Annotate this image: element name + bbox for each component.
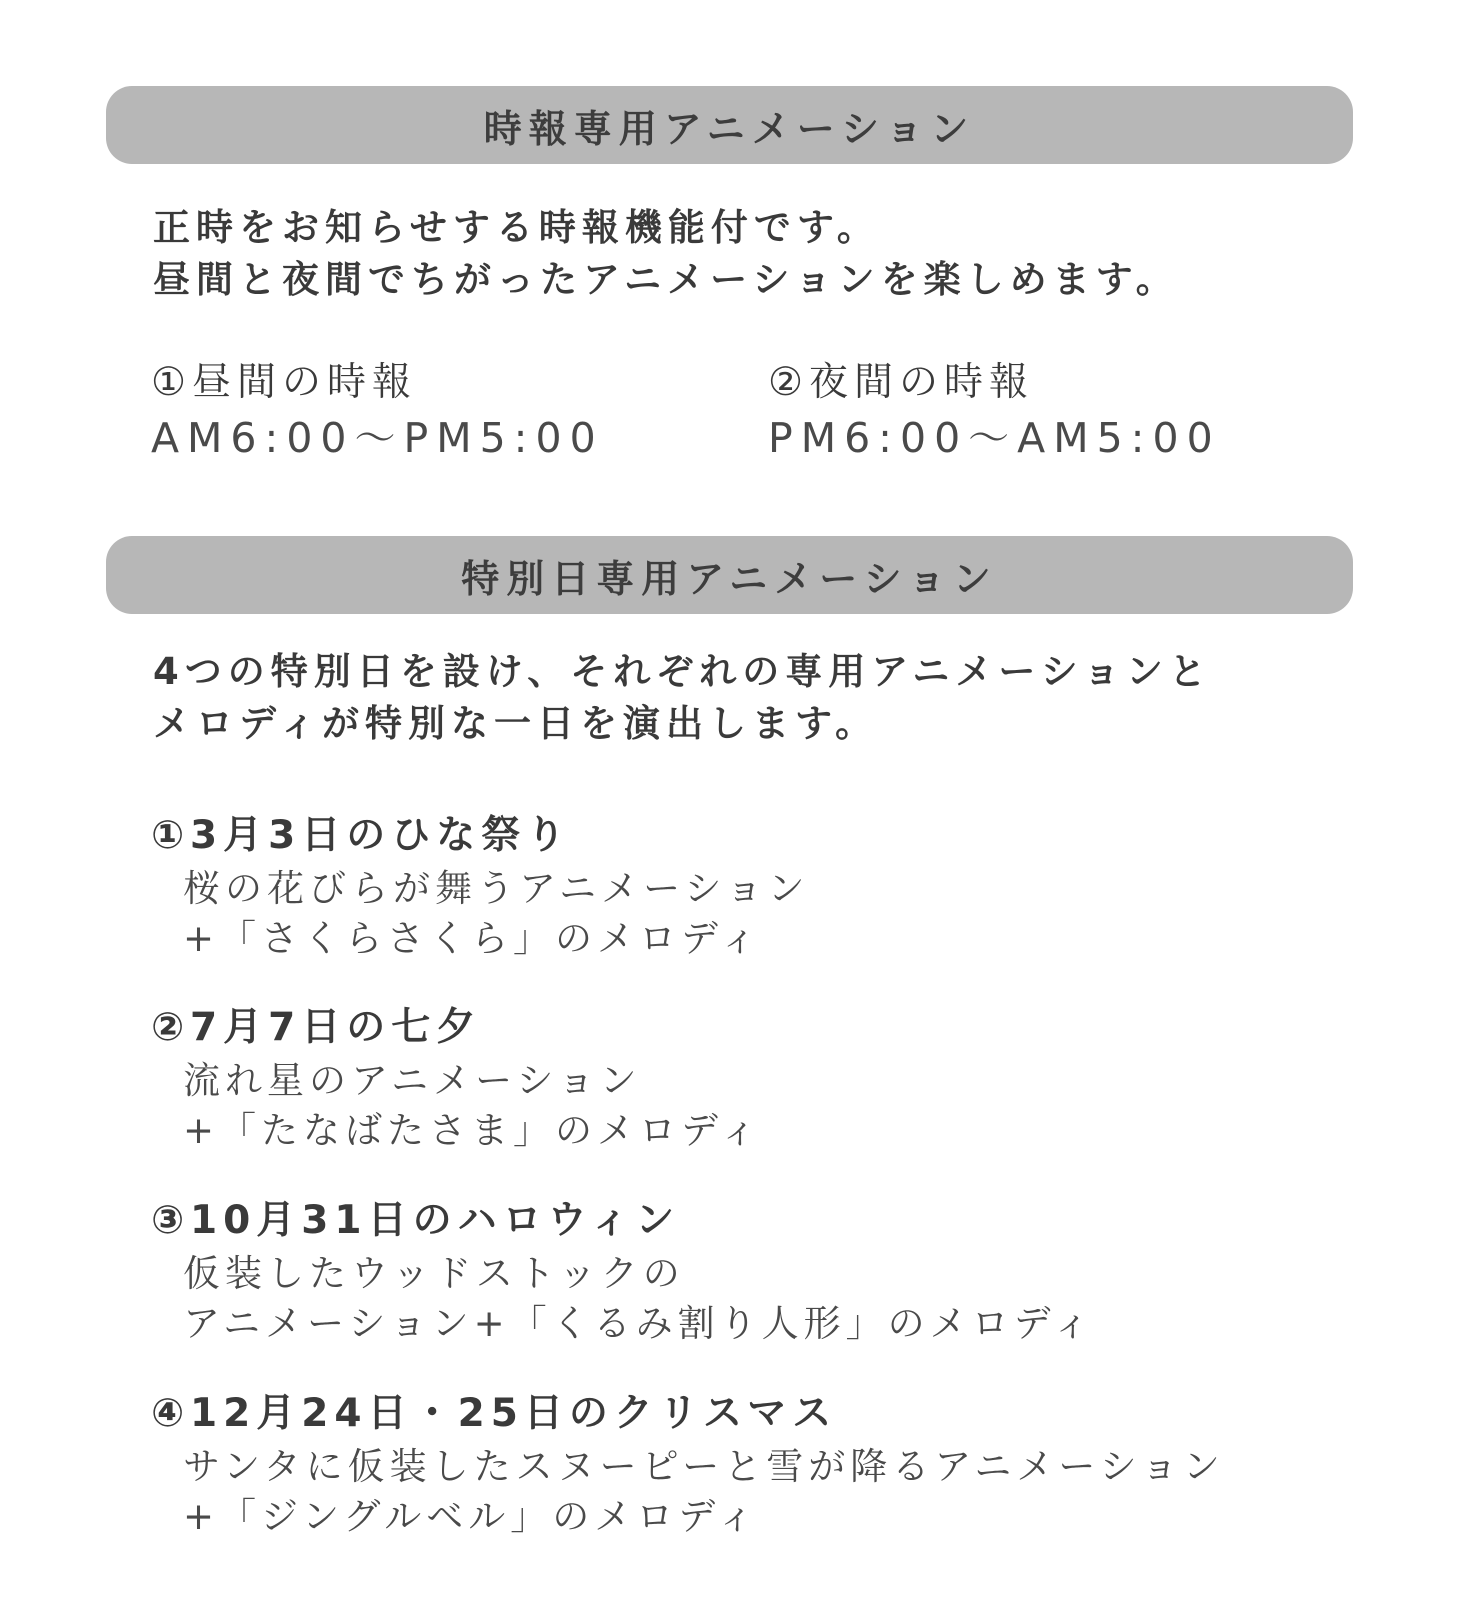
section-header-special-day bbox=[106, 536, 1353, 614]
event-description bbox=[151, 1056, 762, 1156]
special-event-christmas bbox=[151, 1386, 1225, 1542]
night-time-signal bbox=[768, 356, 1221, 466]
section-header-time-signal bbox=[106, 86, 1353, 164]
event-title: ②7月7日の七夕 bbox=[151, 1005, 482, 1050]
event-description-line: +「さくらさくら」のメロディ bbox=[183, 917, 763, 960]
event-description-line: 仮装したウッドストックの bbox=[183, 1252, 685, 1295]
night-time-signal-title: ②夜間の時報 bbox=[768, 360, 1034, 405]
description-line: 正時をお知らせする時報機能付です。 bbox=[153, 206, 880, 249]
section-header-special-day-label: 特別日専用アニメーション bbox=[461, 556, 998, 601]
event-title: ④12月24日・25日のクリスマス bbox=[151, 1391, 838, 1436]
day-time-signal bbox=[151, 356, 604, 466]
special-event-hinamatsuri bbox=[151, 808, 810, 964]
event-description-line: +「ジングルベル」のメロディ bbox=[183, 1495, 760, 1538]
day-time-signal-title: ①昼間の時報 bbox=[151, 360, 417, 405]
description-line: 昼間と夜間でちがったアニメーションを楽しめます。 bbox=[153, 258, 1179, 301]
event-description-line: 流れ星のアニメーション bbox=[183, 1059, 642, 1102]
event-description-line: アニメーション+「くるみ割り人形」のメロディ bbox=[183, 1302, 1095, 1345]
special-event-tanabata bbox=[151, 1000, 762, 1156]
event-description bbox=[151, 864, 810, 964]
special-event-halloween bbox=[151, 1193, 1095, 1349]
section-header-time-signal-label: 時報専用アニメーション bbox=[483, 106, 976, 151]
special-day-description bbox=[153, 646, 1212, 750]
event-description bbox=[151, 1249, 1095, 1349]
event-description-line: +「たなばたさま」のメロディ bbox=[183, 1109, 763, 1152]
time-signal-description bbox=[153, 202, 1179, 306]
night-time-signal-range: PM6:00〜AM5:00 bbox=[768, 414, 1221, 462]
day-time-signal-range: AM6:00〜PM5:00 bbox=[151, 414, 604, 462]
description-line: メロディが特別な一日を演出します。 bbox=[153, 702, 879, 745]
event-description bbox=[151, 1442, 1225, 1542]
description-line: 4つの特別日を設け、それぞれの専用アニメーションと bbox=[153, 650, 1212, 693]
event-description-line: 桜の花びらが舞うアニメーション bbox=[183, 867, 810, 910]
event-title: ①3月3日のひな祭り bbox=[151, 813, 572, 858]
event-title: ③10月31日のハロウィン bbox=[151, 1198, 681, 1243]
event-description-line: サンタに仮装したスヌーピーと雪が降るアニメーション bbox=[183, 1445, 1225, 1488]
